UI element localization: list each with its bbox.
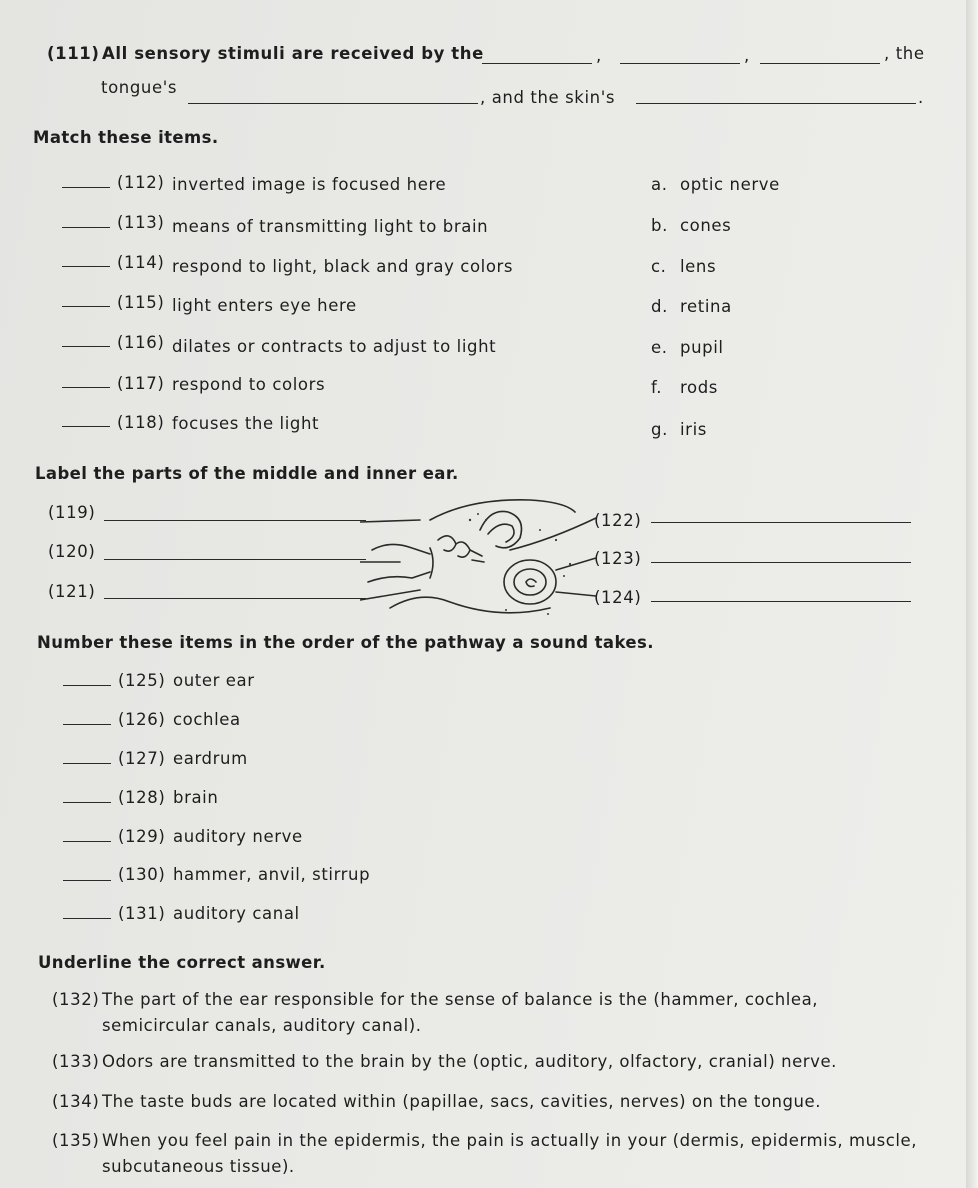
diagram-anvil <box>456 542 470 557</box>
q111-line2-mid: , and the skin's <box>480 88 616 107</box>
match-item-114-text: respond to light, black and gray colors <box>172 257 514 276</box>
pathway-blank-131[interactable] <box>63 918 111 919</box>
pathway-blank-129[interactable] <box>63 841 111 842</box>
diagram-cochlea-outer <box>504 560 556 604</box>
match-option-f-text: rods <box>680 378 718 397</box>
ear-label-123-num: (123) <box>594 549 642 568</box>
match-item-113-num: (113) <box>117 213 165 232</box>
ear-diagram <box>360 490 600 620</box>
pathway-blank-128[interactable] <box>63 802 111 803</box>
q133-number: (133) <box>52 1052 100 1071</box>
ear-blank-123[interactable] <box>651 562 911 563</box>
q111-text: All sensory stimuli are received by the <box>102 44 484 63</box>
match-blank-118[interactable] <box>62 426 110 427</box>
q133-text: Odors are transmitted to the brain by the (optic, auditory, olfactory, cranial) nerve. <box>102 1052 837 1071</box>
q111-blank-4[interactable] <box>188 103 478 104</box>
match-option-d-letter: d. <box>651 297 668 316</box>
match-item-118-num: (118) <box>117 413 165 432</box>
match-option-c-letter: c. <box>651 257 667 276</box>
q111-sep-1: , <box>596 46 602 65</box>
pathway-blank-130[interactable] <box>63 880 111 881</box>
diagram-stirrup <box>470 550 484 562</box>
pathway-item-128-num: (128) <box>118 788 166 807</box>
pathway-item-130-text: hammer, anvil, stirrup <box>173 865 371 884</box>
ear-blank-119[interactable] <box>104 520 366 521</box>
q111-sep-2: , <box>744 46 750 65</box>
diagram-semicircular-canal-1 <box>480 511 522 547</box>
pathway-blank-126[interactable] <box>63 724 111 725</box>
ear-blank-121[interactable] <box>104 598 366 599</box>
match-option-a-text: optic nerve <box>680 175 780 194</box>
pathway-item-126-text: cochlea <box>173 710 241 729</box>
match-blank-116[interactable] <box>62 346 110 347</box>
diagram-semicircular-canal-2 <box>488 524 514 542</box>
match-option-c-text: lens <box>680 257 717 276</box>
match-item-117-text: respond to colors <box>172 375 326 394</box>
match-item-113-text: means of transmitting light to brain <box>172 217 489 236</box>
match-option-f-letter: f. <box>651 378 663 397</box>
q111-line2-start: tongue's <box>101 78 178 97</box>
q135-text: When you feel pain in the epidermis, the pain is actually in your (dermis, epidermis, muscle, subcutaneous tissue). <box>102 1131 918 1176</box>
match-option-e-letter: e. <box>651 338 668 357</box>
q111-blank-1[interactable] <box>482 63 592 64</box>
match-item-116-text: dilates or contracts to adjust to light <box>172 337 497 356</box>
ear-label-124-num: (124) <box>594 588 642 607</box>
diagram-skull-outline <box>430 500 575 520</box>
match-item-112-num: (112) <box>117 173 165 192</box>
q132-number: (132) <box>52 990 100 1009</box>
ear-heading: Label the parts of the middle and inner ear. <box>35 464 459 483</box>
diagram-cochlea-inner <box>526 579 536 587</box>
diagram-pointer-124 <box>556 592 596 596</box>
match-option-g-letter: g. <box>651 420 668 439</box>
pathway-item-126-num: (126) <box>118 710 166 729</box>
match-item-117-num: (117) <box>117 374 165 393</box>
pathway-item-129-text: auditory nerve <box>173 827 303 846</box>
q111-blank-5[interactable] <box>636 103 916 104</box>
pathway-item-128-text: brain <box>173 788 219 807</box>
pathway-item-131-num: (131) <box>118 904 166 923</box>
diagram-cochlea-middle <box>514 569 546 595</box>
match-blank-113[interactable] <box>62 227 110 228</box>
pathway-heading: Number these items in the order of the pathway a sound takes. <box>37 633 654 652</box>
match-item-118-text: focuses the light <box>172 414 320 433</box>
match-blank-115[interactable] <box>62 306 110 307</box>
matching-heading: Match these items. <box>33 128 219 147</box>
pathway-item-127-num: (127) <box>118 749 166 768</box>
match-item-115-text: light enters eye here <box>172 296 357 315</box>
diagram-pointer-123 <box>556 558 596 570</box>
match-blank-117[interactable] <box>62 387 110 388</box>
q132-text: The part of the ear responsible for the sense of balance is the (hammer, cochlea, semicircular canals, auditory canal). <box>102 990 819 1035</box>
pathway-item-129-num: (129) <box>118 827 166 846</box>
match-blank-114[interactable] <box>62 266 110 267</box>
match-option-e-text: pupil <box>680 338 724 357</box>
diagram-ear-canal-bottom <box>368 572 430 582</box>
q111-line2-end: . <box>918 88 924 107</box>
underline-heading: Underline the correct answer. <box>38 953 326 972</box>
diagram-eardrum <box>430 548 433 578</box>
q111-sep-3: , the <box>884 44 925 63</box>
ear-label-122-num: (122) <box>594 511 642 530</box>
q134-number: (134) <box>52 1092 100 1111</box>
pathway-item-127-text: eardrum <box>173 749 248 768</box>
ear-label-120-num: (120) <box>48 542 96 561</box>
match-option-g-text: iris <box>680 420 707 439</box>
pathway-item-131-text: auditory canal <box>173 904 300 923</box>
q111-blank-2[interactable] <box>620 63 740 64</box>
match-blank-112[interactable] <box>62 187 110 188</box>
ear-blank-120[interactable] <box>104 559 366 560</box>
match-item-114-num: (114) <box>117 253 165 272</box>
page-edge-shadow <box>966 0 978 1188</box>
pathway-item-130-num: (130) <box>118 865 166 884</box>
pathway-blank-125[interactable] <box>63 685 111 686</box>
ear-blank-122[interactable] <box>651 522 911 523</box>
q135-number: (135) <box>52 1131 100 1150</box>
match-option-d-text: retina <box>680 297 732 316</box>
q134-text: The taste buds are located within (papillae, sacs, cavities, nerves) on the tongue. <box>102 1092 822 1111</box>
ear-label-119-num: (119) <box>48 503 96 522</box>
q111-blank-3[interactable] <box>760 63 880 64</box>
diagram-lower-bone <box>390 597 550 613</box>
pathway-blank-127[interactable] <box>63 763 111 764</box>
q111-number: (111) <box>47 44 100 63</box>
match-item-115-num: (115) <box>117 293 165 312</box>
match-option-a-letter: a. <box>651 175 668 194</box>
ear-blank-124[interactable] <box>651 601 911 602</box>
match-option-b-text: cones <box>680 216 732 235</box>
diagram-pointer-122 <box>510 518 596 550</box>
match-item-112-text: inverted image is focused here <box>172 175 447 194</box>
diagram-ear-canal-top <box>372 544 430 554</box>
pathway-item-125-num: (125) <box>118 671 166 690</box>
diagram-pointer-119 <box>360 520 420 522</box>
match-item-116-num: (116) <box>117 333 165 352</box>
ear-label-121-num: (121) <box>48 582 96 601</box>
diagram-hammer <box>438 536 456 551</box>
match-option-b-letter: b. <box>651 216 668 235</box>
pathway-item-125-text: outer ear <box>173 671 255 690</box>
